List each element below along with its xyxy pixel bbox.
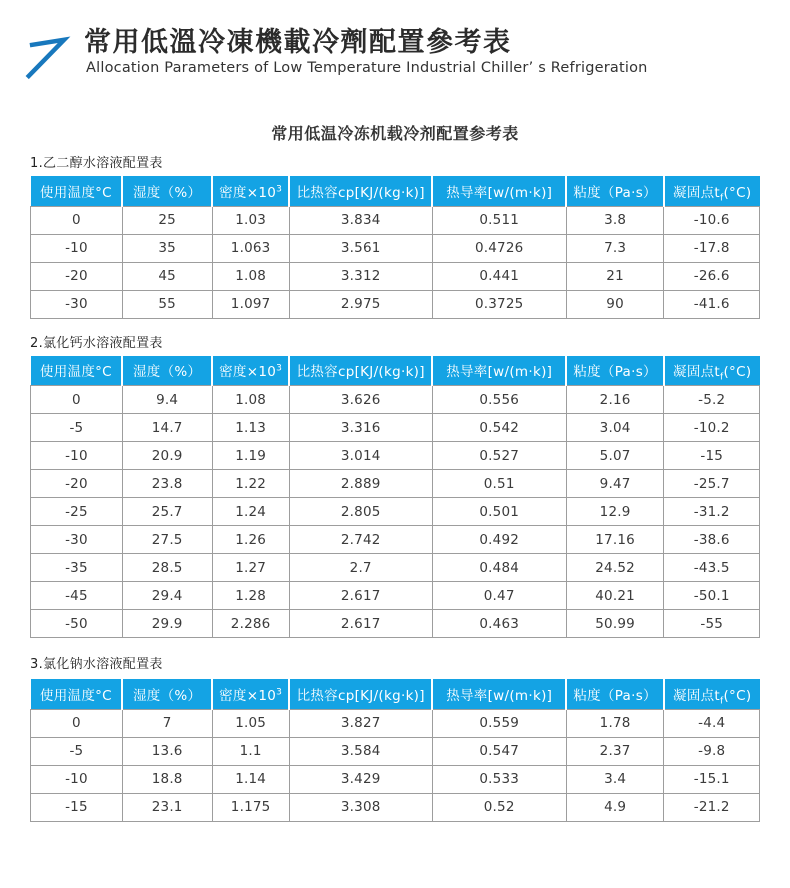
table-cell: 2.37 [566,737,664,765]
table-row [31,470,760,498]
table-cell: 14.7 [122,414,212,442]
table-cell: 0.52 [432,793,566,821]
header-row [31,679,760,709]
table-cell: 0 [31,709,123,737]
table-cell: 13.6 [122,737,212,765]
table-cell: -5.2 [664,386,760,414]
table-cell: 2.617 [289,582,432,610]
table-cell: 3.014 [289,442,432,470]
table-cell: 3.626 [289,386,432,414]
header-row [31,356,760,386]
table-cell: 0.556 [432,386,566,414]
table-cell: 1.1 [212,737,289,765]
table-cell: -25.7 [664,470,760,498]
table-cell: 25.7 [122,498,212,526]
table-cell: 1.03 [212,206,289,234]
table-row [31,498,760,526]
table-cell: -35 [31,554,123,582]
column-header: 密度$\times 10^3$ [212,679,289,709]
ethylene-glycol-table [30,176,760,319]
table-cell: 1.063 [212,234,289,262]
table-cell: -21.2 [664,793,760,821]
table-cell: 3.429 [289,765,432,793]
table-cell: 0.51 [432,470,566,498]
table-cell: 3.316 [289,414,432,442]
table-cell: 0.542 [432,414,566,442]
table-cell: 45 [122,262,212,290]
table-cell: 3.308 [289,793,432,821]
table-cell: 0.463 [432,610,566,638]
table-cell: 2.7 [289,554,432,582]
column-header: 湿度（%） [122,679,212,709]
trend-arrow-icon [20,29,74,83]
column-header: 热导率[w/(m·k)] [432,176,566,206]
table-cell: -10 [31,234,123,262]
table-cell: 20.9 [122,442,212,470]
table-cell: 9.47 [566,470,664,498]
section-label-sodium-chloride: 3.氯化钠水溶液配置表 [30,657,163,672]
table-cell: 0.4726 [432,234,566,262]
table-cell: 3.827 [289,709,432,737]
column-header: 比热容cp[KJ/(kg·k)] [289,679,432,709]
table-row [31,442,760,470]
table-cell: 35 [122,234,212,262]
table-cell: -20 [31,470,123,498]
table-cell: 17.16 [566,526,664,554]
column-header: 凝固点$t_f(^\circ C)$ [664,176,760,206]
table-cell: 55 [122,290,212,318]
table-cell: 3.8 [566,206,664,234]
table-cell: -43.5 [664,554,760,582]
sodium-chloride-table [30,679,760,822]
table-cell: 1.19 [212,442,289,470]
column-header: 使用温度°C [31,176,123,206]
document-title: 常用低温冷冻机载冷剂配置参考表 [271,124,519,143]
table-cell: 24.52 [566,554,664,582]
table-row [31,290,760,318]
table-cell: 0.441 [432,262,566,290]
table-cell: 27.5 [122,526,212,554]
table-cell: 0.484 [432,554,566,582]
table-cell: 2.805 [289,498,432,526]
table-cell: -5 [31,737,123,765]
table-row [31,206,760,234]
table-cell: 1.28 [212,582,289,610]
column-header: 粘度（Pa·s） [566,176,664,206]
table-cell: -20 [31,262,123,290]
table-cell: 0 [31,386,123,414]
table-cell: 0.501 [432,498,566,526]
table-cell: 0.511 [432,206,566,234]
table-cell: 0.47 [432,582,566,610]
table-cell: 1.05 [212,709,289,737]
table-cell: 3.584 [289,737,432,765]
table-cell: -10.6 [664,206,760,234]
section-calcium-chloride [0,332,790,639]
table-row [31,234,760,262]
column-header: 密度$\times 10^3$ [212,356,289,386]
table-cell: 28.5 [122,554,212,582]
header-text-block [84,27,648,76]
column-header: 比热容cp[KJ/(kg·k)] [289,176,432,206]
table-row [31,737,760,765]
table-cell: 18.8 [122,765,212,793]
table-cell: 2.16 [566,386,664,414]
table-cell: 3.834 [289,206,432,234]
table-cell: 23.1 [122,793,212,821]
table-cell: 1.27 [212,554,289,582]
table-cell: -45 [31,582,123,610]
table-cell: 3.561 [289,234,432,262]
table-cell: 21 [566,262,664,290]
column-header: 热导率[w/(m·k)] [432,356,566,386]
table-row [31,386,760,414]
table-cell: 3.04 [566,414,664,442]
table-cell: -15.1 [664,765,760,793]
table-cell: 0.547 [432,737,566,765]
table-cell: 2.286 [212,610,289,638]
table-cell: -26.6 [664,262,760,290]
table-cell: 3.312 [289,262,432,290]
table-cell: 1.08 [212,262,289,290]
column-header: 使用温度°C [31,356,123,386]
table-cell: -30 [31,290,123,318]
table-cell: 4.9 [566,793,664,821]
section-sodium-chloride [0,653,790,822]
table-cell: -5 [31,414,123,442]
table-cell: 0 [31,206,123,234]
table-cell: 25 [122,206,212,234]
column-header: 使用温度°C [31,679,123,709]
page-title: 常用低溫冷凍機載冷劑配置參考表 [84,27,512,58]
table-cell: -4.4 [664,709,760,737]
table-cell: 0.533 [432,765,566,793]
table-cell: 0.492 [432,526,566,554]
table-cell: 2.889 [289,470,432,498]
header-row [31,176,760,206]
table-cell: 5.07 [566,442,664,470]
section-label-ethylene-glycol: 1.乙二醇水溶液配置表 [30,156,163,171]
table-cell: 1.08 [212,386,289,414]
table-cell: -50 [31,610,123,638]
column-header: 比热容cp[KJ/(kg·k)] [289,356,432,386]
table-row [31,793,760,821]
table-cell: 29.9 [122,610,212,638]
table-cell: 1.097 [212,290,289,318]
table-cell: 29.4 [122,582,212,610]
table-cell: 1.24 [212,498,289,526]
table-row [31,709,760,737]
table-cell: 7.3 [566,234,664,262]
table-cell: -30 [31,526,123,554]
section-label-calcium-chloride: 2.氯化钙水溶液配置表 [30,335,163,351]
column-header: 凝固点$t_f(^\circ C)$ [664,356,760,386]
column-header: 粘度（Pa·s） [566,679,664,709]
table-cell: -10.2 [664,414,760,442]
section-ethylene-glycol [0,152,790,319]
table-cell: 12.9 [566,498,664,526]
table-row [31,414,760,442]
column-header: 热导率[w/(m·k)] [432,679,566,709]
column-header: 凝固点$t_f(^\circ C)$ [664,679,760,709]
table-cell: -55 [664,610,760,638]
table-row [31,582,760,610]
table-cell: -17.8 [664,234,760,262]
column-header: 湿度（%） [122,356,212,386]
table-row [31,262,760,290]
table-cell: 3.4 [566,765,664,793]
table-cell: 1.14 [212,765,289,793]
column-header: 密度$\times 10^3$ [212,176,289,206]
table-cell: -25 [31,498,123,526]
table-cell: 50.99 [566,610,664,638]
table-cell: 2.617 [289,610,432,638]
table-cell: -15 [31,793,123,821]
table-cell: 90 [566,290,664,318]
calcium-chloride-table [30,356,760,639]
table-cell: 1.13 [212,414,289,442]
table-cell: -31.2 [664,498,760,526]
table-cell: 0.527 [432,442,566,470]
table-cell: 23.8 [122,470,212,498]
page-subtitle: Allocation Parameters of Low Temperature Industrial Chiller’ s Refrigeration [86,60,648,77]
table-cell: 2.975 [289,290,432,318]
page-header [0,0,790,83]
table-cell: 1.22 [212,470,289,498]
column-header: 粘度（Pa·s） [566,356,664,386]
column-header: 湿度（%） [122,176,212,206]
table-cell: -9.8 [664,737,760,765]
table-cell: 0.559 [432,709,566,737]
table-cell: -38.6 [664,526,760,554]
table-cell: -41.6 [664,290,760,318]
table-cell: 9.4 [122,386,212,414]
table-cell: 1.26 [212,526,289,554]
table-cell: -15 [664,442,760,470]
table-cell: 2.742 [289,526,432,554]
table-cell: 1.175 [212,793,289,821]
table-cell: 1.78 [566,709,664,737]
table-cell: -50.1 [664,582,760,610]
table-cell: -10 [31,442,123,470]
table-row [31,765,760,793]
table-row [31,610,760,638]
table-row [31,554,760,582]
table-cell: 40.21 [566,582,664,610]
table-cell: 7 [122,709,212,737]
table-row [31,526,760,554]
table-cell: 0.3725 [432,290,566,318]
table-cell: -10 [31,765,123,793]
